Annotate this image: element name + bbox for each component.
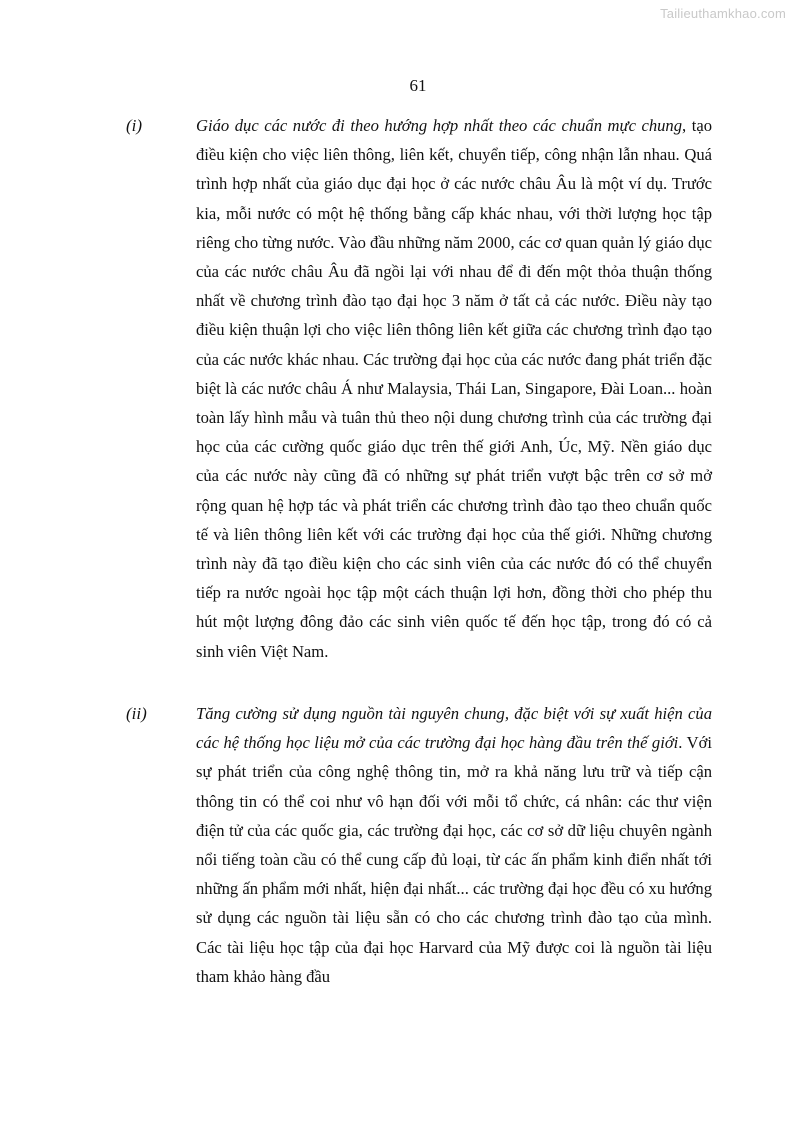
list-item-body xyxy=(196,699,712,991)
watermark-text: Tailieuthamkhao.com xyxy=(660,6,786,21)
list-item-heading: Tăng cường sử dụng nguồn tài nguyên chung, đặc biệt với sự xuất hiện của các hệ thống học liệu mở của các trường đại học hàng đầu trên thế giới xyxy=(196,704,712,753)
list-item-label: (i) xyxy=(126,116,143,135)
list-item-text: . Với sự phát triển của công nghệ thông tin, mở ra khả năng lưu trữ và tiếp cận thông tin có thể coi như vô hạn đối với mỗi tổ chức, cá nhân: các thư viện điện tử của các quốc gia, các trường đại học, các cơ sở dữ liệu chuyên ngành nổi tiếng toàn cầu có thể cung cấp đủ loại, từ các ấn phẩm kinh điển nhất tới những ấn phẩm mới nhất, hiện đại nhất... các trường đại học đều có xu hướng sử dụng các nguồn tài liệu sẵn có cho các chương trình đào tạo của mình. Các tài liệu học tập của đại học Harvard của Mỹ được coi là nguồn tài liệu tham khảo hàng đầu xyxy=(196,733,712,986)
page-number: 61 xyxy=(409,76,427,95)
list-item-label: (ii) xyxy=(126,704,147,723)
list-item-heading: Giáo dục các nước đi theo hướng hợp nhất theo các chuẩn mực chung xyxy=(196,116,683,135)
list-item-text: , tạo điều kiện cho việc liên thông, liên kết, chuyển tiếp, công nhận lẫn nhau. Quá trình hợp nhất của giáo dục đại học ở các nước châu Âu là một ví dụ. Trước kia, mỗi nước có một hệ thống bằng cấp khác nhau, với thời lượng học tập riêng cho từng nước. Vào đầu những năm 2000, các cơ quan quản lý giáo dục của các nước châu Âu đã ngồi lại với nhau để đi đến một thỏa thuận thống nhất về chương trình đào tạo đại học 3 năm ở tất cả các nước. Điều này tạo điều kiện thuận lợi cho việc liên thông liên kết giữa các chương trình đạo tạo của các nước khác nhau. Các trường đại học của các nước đang phát triển đặc biệt là các nước châu Á như Malaysia, Thái Lan, Singapore, Đài Loan... hoàn toàn lấy hình mẫu và tuân thủ theo nội dung chương trình của các trường đại học của các cường quốc giáo dục trên thế giới Anh, Úc, Mỹ. Nền giáo dục của các nước này cũng đã có những sự phát triển vượt bậc trên cơ sở mở rộng quan hệ hợp tác và phát triển các chương trình đào tạo theo chuẩn quốc tế và liên thông liên kết với các trường đại học của thế giới. Những chương trình này đã tạo điều kiện cho các sinh viên của các nước đó có thể chuyển tiếp ra nước ngoài học tập một cách thuận lợi hơn, đồng thời cho phép thu hút một lượng đông đảo các sinh viên quốc tế đến học tập, trong đó có cả sinh viên Việt Nam. xyxy=(196,116,712,661)
list-item-body xyxy=(196,111,712,666)
